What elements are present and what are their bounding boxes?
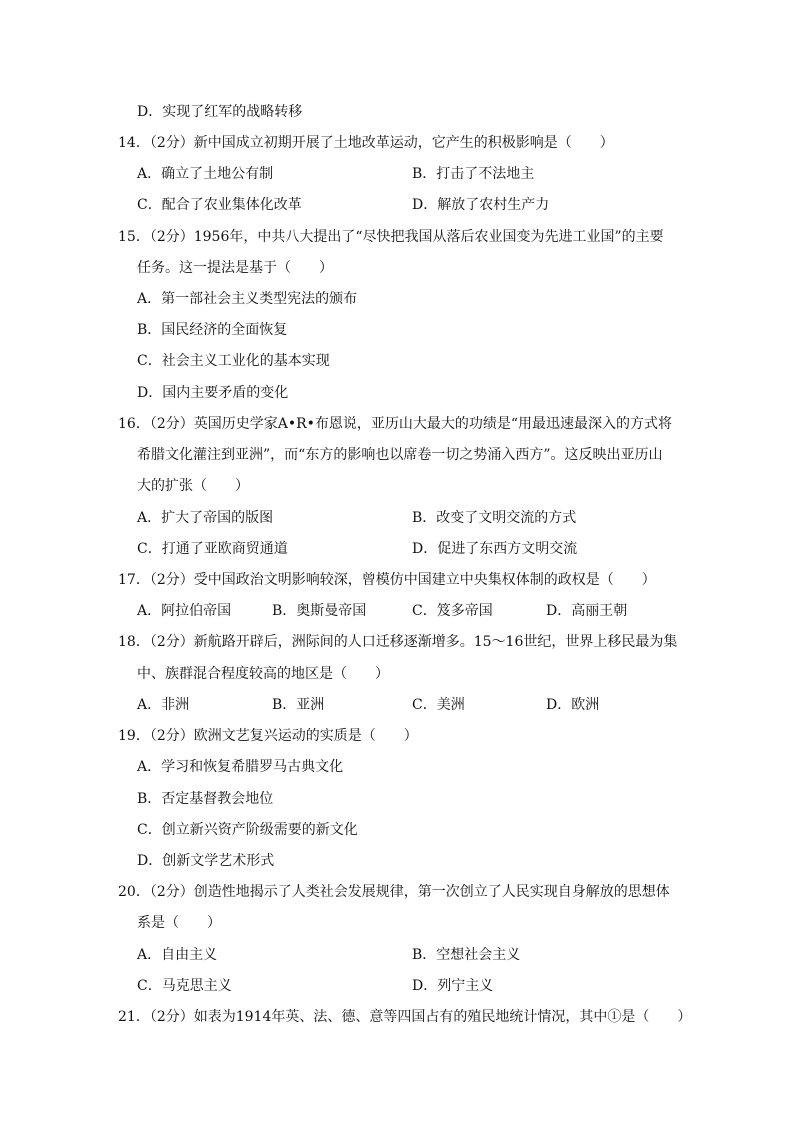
- q15-option-d: D．国内主要矛盾的变化: [137, 385, 289, 401]
- q14-option-a: A．确立了土地公有制: [137, 166, 274, 182]
- q19-stem: 19．（2分）欧洲文艺复兴运动的实质是（ ）: [118, 728, 418, 744]
- q17-option-d: D．高丽王朝: [546, 603, 628, 619]
- q18-option-c: C．美洲: [412, 697, 465, 713]
- q15-stem-line1: 15．（2分）1956年，中共八大提出了“尽快把我国从落后农业国变为先进工业国”的主要: [118, 229, 664, 245]
- q18-option-d: D．欧洲: [546, 697, 600, 713]
- q16-stem-line1: 16．（2分）英国历史学家A•R•布恩说，亚历山大最大的功绩是“用最迅速最深入的方式将: [118, 416, 673, 432]
- q20-option-d: D．列宁主义: [412, 978, 494, 994]
- q14-option-c: C．配合了农业集体化改革: [137, 197, 302, 213]
- q18-stem-line2: 中、族群混合程度较高的地区是（ ）: [137, 666, 389, 682]
- q14-option-d: D．解放了农村生产力: [412, 197, 550, 213]
- q16-option-c: C．打通了亚欧商贸通道: [137, 541, 288, 557]
- q19-option-c: C．创立新兴资产阶级需要的新文化: [137, 822, 358, 838]
- q19-option-b: B．否定基督教会地位: [137, 791, 274, 807]
- q18-stem-line1: 18．（2分）新航路开辟后，洲际间的人口迁移逐渐增多。15～16世纪，世界上移民最为集: [118, 634, 678, 650]
- q18-option-a: A．非洲: [137, 697, 190, 713]
- q14-stem: 14．（2分）新中国成立初期开展了土地改革运动，它产生的积极影响是（ ）: [118, 135, 614, 151]
- q16-option-b: B．改变了文明交流的方式: [412, 510, 577, 526]
- q20-option-c: C．马克思主义: [137, 978, 232, 994]
- q17-stem: 17．（2分）受中国政治文明影响较深，曾模仿中国建立中央集权体制的政权是（ ）: [118, 572, 656, 588]
- q14-option-b: B．打击了不法地主: [412, 166, 535, 182]
- q15-option-c: C．社会主义工业化的基本实现: [137, 353, 330, 369]
- q17-option-c: C．笈多帝国: [412, 603, 493, 619]
- q13-option-d: D．实现了红军的战略转移: [137, 104, 303, 120]
- q19-option-d: D．创新文学艺术形式: [137, 853, 275, 869]
- q16-option-d: D．促进了东西方文明交流: [412, 541, 578, 557]
- q16-option-a: A．扩大了帝国的版图: [137, 510, 274, 526]
- q16-stem-line2: 希腊文化灌注到亚洲”，而“东方的影响也以席卷一切之势涌入西方”。这反映出亚历山: [137, 447, 663, 463]
- q20-stem-line1: 20．（2分）创造性地揭示了人类社会发展规律，第一次创立了人民实现自身解放的思想体: [118, 884, 670, 900]
- q15-option-b: B．国民经济的全面恢复: [137, 322, 288, 338]
- q15-stem-line2: 任务。这一提法是基于（ ）: [137, 260, 333, 276]
- q15-option-a: A．第一部社会主义类型宪法的颁布: [137, 291, 358, 307]
- q16-stem-line3: 大的扩张（ ）: [137, 478, 249, 494]
- q18-option-b: B．亚洲: [272, 697, 325, 713]
- q17-option-b: B．奥斯曼帝国: [272, 603, 367, 619]
- q19-option-a: A．学习和恢复希腊罗马古典文化: [137, 759, 344, 775]
- q20-option-a: A．自由主义: [137, 947, 218, 963]
- q21-stem: 21．（2分）如表为1914年英、法、德、意等四国占有的殖民地统计情况，其中①是（ ）: [118, 1009, 692, 1025]
- q17-option-a: A．阿拉伯帝国: [137, 603, 232, 619]
- q20-option-b: B．空想社会主义: [412, 947, 521, 963]
- q20-stem-line2: 系是（ ）: [137, 915, 221, 931]
